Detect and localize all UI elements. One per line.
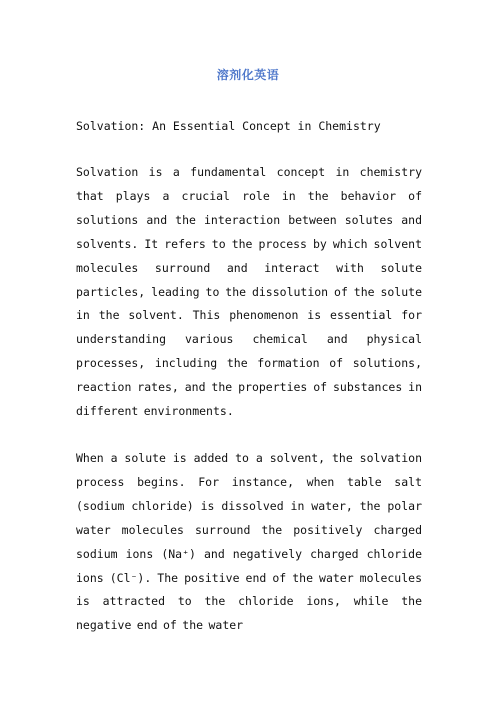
document-title: 溶剂化英语 (216, 68, 280, 82)
article-heading: Solvation: An Essential Concept in Chemistry (76, 119, 381, 133)
paragraph-2: When a solute is added to a solvent, the solvation process begins. For instance, when table salt (sodium chloride) is dissolved in water, the polar water molecules surround the positively charged sodium ions (Na⁺) and negatively charged chloride ions (Cl⁻). The positive end of the water molecules is attracted to the chloride ions, while the negative end of the water (76, 451, 422, 633)
paragraph-1: Solvation is a fundamental concept in chemistry that plays a crucial role in the behavior of solutions and the interaction between solutes and solvents. It refers to the process by which solvent molecules surround and interact with solute particles, leading to the dissolution of the solute in the solvent. This phenomenon is essential for understanding various chemical and physical processes, including the formation of solutions, reaction rates, and the properties of substances in different environments. (76, 165, 422, 419)
